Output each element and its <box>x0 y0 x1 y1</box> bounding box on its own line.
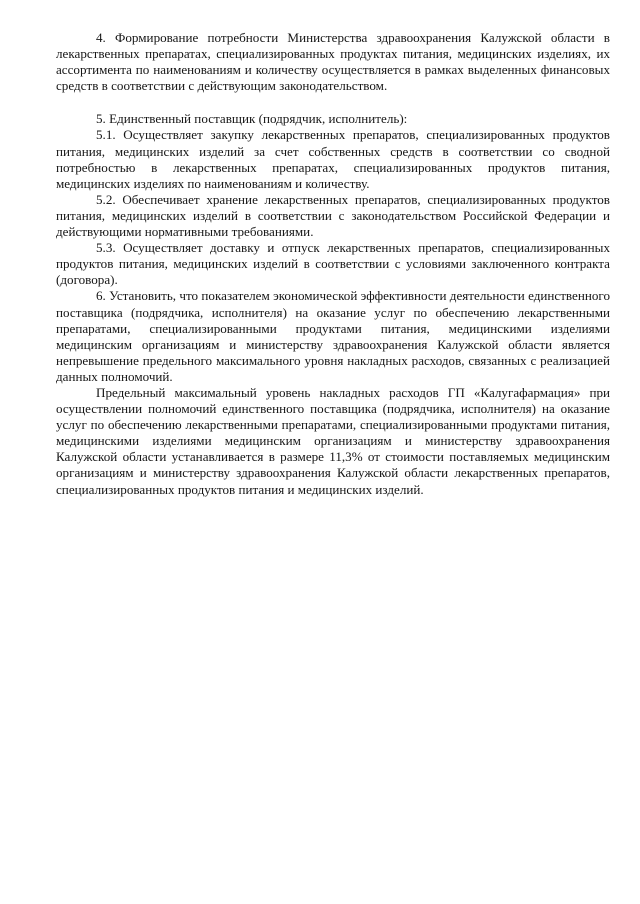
paragraph-overhead-limit: Предельный максимальный уровень накладных расходов ГП «Калугафармация» при осуществлении полномочий единственного поставщика (подрядчика, исполнителя) на оказание услуг по обеспечению лекарственными препаратами, специализированными продуктами питания, медицинскими изделиями медицинским организациям и министерству здравоохранения Калужской области устанавливается в размере 11,3% от стоимости поставляемых медицинским организациям и министерству здравоохранения Калужской области лекарственных препаратов, специализированных продуктов питания и медицинских изделий. <box>56 384 610 497</box>
paragraph-5-3: 5.3. Осуществляет доставку и отпуск лекарственных препаратов, специализированных продуктов питания, медицинских изделий в соответствии с условиями заключенного контракта (договора). <box>56 240 610 288</box>
paragraph-5-2: 5.2. Обеспечивает хранение лекарственных препаратов, специализированных продуктов питания, медицинских изделий в соответствии с законодательством Российской Федерации и действующими нормативными требованиями. <box>56 191 610 240</box>
paragraph-5: 5. Единственный поставщик (подрядчик, исполнитель): <box>96 111 408 127</box>
paragraph-gap <box>56 94 610 111</box>
paragraph-6: 6. Установить, что показателем экономической эффективности деятельности единственного поставщика (подрядчика, исполнителя) на оказание услуг по обеспечению лекарственными препаратами, специализированными продуктами питания, медицинскими изделиями медицинским организациям и министерству здравоохранения Калужской области является непревышение предельного максимального уровня накладных расходов, связанных с реализацией данных полномочий. <box>56 288 610 384</box>
document-body <box>56 30 610 498</box>
paragraph-5-1: 5.1. Осуществляет закупку лекарственных препаратов, специализированных продуктов питания, медицинских изделий за счет собственных средств в соответствии со сводной потребностью в лекарственных препаратах, специализированных продуктов питания, медицинских изделиях по наименованиям и количеству. <box>56 127 610 191</box>
paragraph-4: 4. Формирование потребности Министерства здравоохранения Калужской области в лекарственных препаратах, специализированных продуктах питания, медицинских изделиях, их ассортимента по наименованиям и количеству осуществляется в рамках выделенных финансовых средств в соответствии с действующим законодательством. <box>56 30 610 94</box>
